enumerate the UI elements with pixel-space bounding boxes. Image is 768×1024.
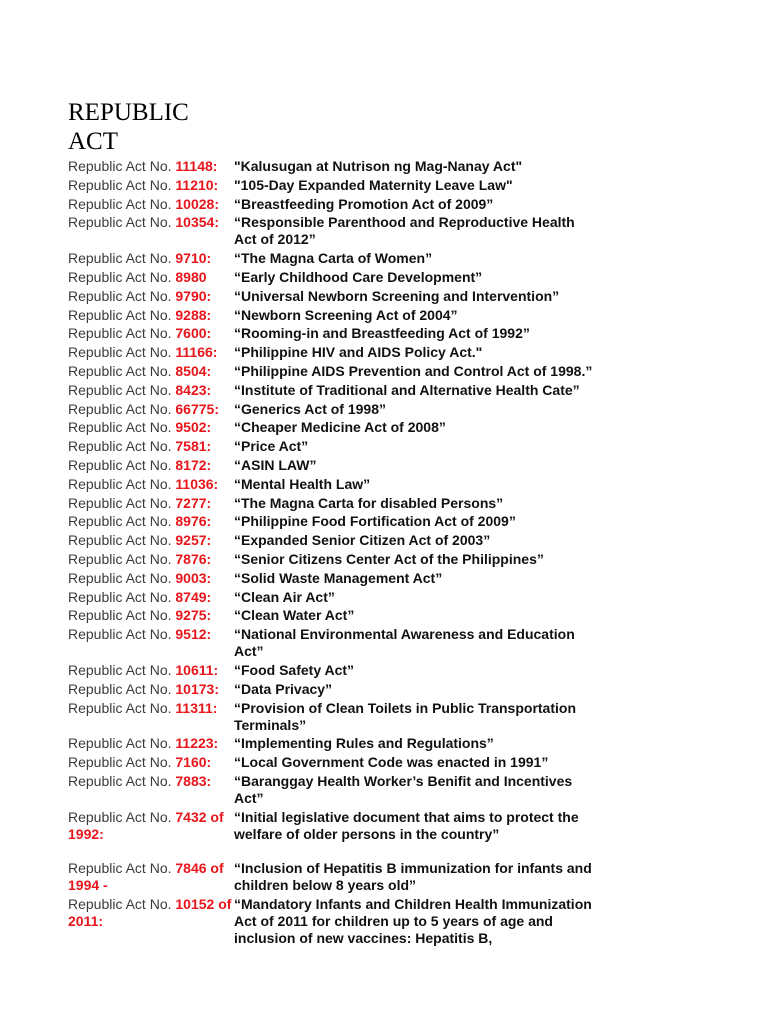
act-description: “Mental Health Law”: [234, 475, 371, 492]
act-description: “Solid Waste Management Act”: [234, 569, 443, 586]
act-prefix: Republic Act No.: [68, 550, 176, 567]
act-number: 10152 of 2011:: [68, 895, 232, 929]
act-number: 9502:: [175, 419, 212, 436]
act-label: [68, 476, 234, 493]
act-prefix: Republic Act No.: [68, 214, 176, 231]
act-prefix: Republic Act No.: [68, 287, 176, 304]
act-prefix: Republic Act No.: [68, 588, 176, 605]
act-description: “Rooming-in and Breastfeeding Act of 1992”: [234, 325, 530, 342]
act-number: 11210:: [175, 176, 219, 193]
act-label: [68, 495, 234, 512]
act-label: [68, 513, 234, 530]
act-description: “Philippine AIDS Prevention and Control Act of 1998.”: [234, 362, 593, 379]
act-row: [68, 401, 598, 418]
act-description: “Newborn Screening Act of 2004”: [234, 306, 458, 323]
act-prefix: Republic Act No.: [68, 808, 176, 825]
act-description: “Senior Citizens Center Act of the Philippines”: [234, 550, 544, 567]
act-label: [68, 896, 234, 947]
act-prefix: Republic Act No.: [68, 475, 176, 492]
act-label: [68, 457, 234, 474]
act-number: 8172:: [175, 456, 212, 473]
act-prefix: Republic Act No.: [68, 494, 176, 511]
act-number: 7876:: [175, 550, 212, 567]
act-row: [68, 438, 598, 455]
act-row: [68, 551, 598, 568]
act-number: 7432 of 1992:: [68, 808, 224, 842]
act-description: “Mandatory Infants and Children Health Immunization Act of 2011 for children up to 5 years of age and inclusion of new vaccines: Hepatitis B,: [234, 895, 592, 946]
act-prefix: Republic Act No.: [68, 456, 176, 473]
act-description: “Baranggay Health Worker’s Benifit and Incentives Act”: [234, 772, 573, 806]
act-label: [68, 754, 234, 771]
act-prefix: Republic Act No.: [68, 532, 176, 549]
act-number: 10611:: [175, 661, 219, 678]
act-row: [68, 363, 598, 380]
act-prefix: Republic Act No.: [68, 859, 176, 876]
acts-list: [68, 158, 598, 948]
act-number: 9275:: [175, 607, 212, 624]
act-number: 8976:: [175, 513, 212, 530]
act-label: [68, 196, 234, 213]
act-number: 11166:: [175, 344, 218, 361]
act-description: “Philippine Food Fortification Act of 2009”: [234, 513, 516, 530]
act-row: [68, 662, 598, 679]
act-description: “The Magna Carta for disabled Persons”: [234, 494, 504, 511]
act-prefix: Republic Act No.: [68, 735, 176, 752]
act-description: “Local Government Code was enacted in 1991”: [234, 754, 549, 771]
act-description: “ASIN LAW”: [234, 456, 317, 473]
act-number: 10354:: [175, 214, 219, 231]
act-number: 7277:: [175, 494, 212, 511]
act-label: [68, 269, 234, 286]
act-prefix: Republic Act No.: [68, 661, 176, 678]
act-prefix: Republic Act No.: [68, 362, 176, 379]
act-row: [68, 250, 598, 267]
act-label: [68, 809, 234, 843]
page-title: [68, 98, 189, 156]
act-number: 7600:: [175, 325, 212, 342]
act-prefix: Republic Act No.: [68, 513, 176, 530]
act-description: “Philippine HIV and AIDS Policy Act.": [234, 344, 483, 361]
act-description: “Inclusion of Hepatitis B immunization for infants and children below 8 years old”: [234, 859, 592, 893]
act-number: 11223:: [175, 735, 219, 752]
act-description: “Food Safety Act”: [234, 661, 355, 678]
act-row: [68, 773, 598, 807]
act-number: 8423:: [175, 381, 212, 398]
act-label: [68, 250, 234, 267]
act-row: [68, 754, 598, 771]
act-number: 7581:: [175, 438, 212, 455]
act-prefix: Republic Act No.: [68, 176, 176, 193]
act-number: 8749:: [175, 588, 212, 605]
act-label: [68, 325, 234, 342]
act-label: [68, 681, 234, 698]
act-number: 7883:: [175, 772, 212, 789]
act-prefix: Republic Act No.: [68, 895, 176, 912]
act-description: “The Magna Carta of Women”: [234, 250, 433, 267]
title-line: REPUBLIC: [68, 99, 189, 126]
act-row: [68, 476, 598, 493]
act-row: [68, 214, 598, 248]
act-row: [68, 158, 598, 175]
act-row: [68, 495, 598, 512]
act-number: 66775:: [175, 400, 219, 417]
act-row: [68, 589, 598, 606]
act-description: “National Environmental Awareness and Education Act”: [234, 626, 575, 660]
act-description: “Provision of Clean Toilets in Public Transportation Terminals”: [234, 699, 577, 733]
act-number: 9790:: [175, 287, 212, 304]
act-row: [68, 307, 598, 324]
act-row: [68, 419, 598, 436]
act-number: 7846 of 1994 -: [68, 859, 224, 893]
act-number: 7160:: [175, 754, 212, 771]
act-number: 9710:: [175, 250, 212, 267]
act-number: 11148:: [175, 158, 218, 174]
act-row: [68, 288, 598, 305]
act-description: “Price Act”: [234, 438, 309, 455]
act-number: 9512:: [175, 626, 212, 643]
act-label: [68, 401, 234, 418]
act-description: “Clean Air Act”: [234, 588, 335, 605]
act-number: 10028:: [175, 195, 219, 212]
act-row: [68, 809, 598, 843]
act-description: “Data Privacy”: [234, 680, 333, 697]
act-label: [68, 589, 234, 606]
act-prefix: Republic Act No.: [68, 325, 176, 342]
act-number: 11311:: [175, 699, 218, 716]
act-number: 9288:: [175, 306, 212, 323]
act-row: [68, 344, 598, 361]
act-prefix: Republic Act No.: [68, 772, 176, 789]
act-description: “Generics Act of 1998”: [234, 400, 386, 417]
act-row: [68, 457, 598, 474]
act-row: [68, 325, 598, 342]
act-label: [68, 662, 234, 679]
act-prefix: Republic Act No.: [68, 268, 176, 285]
act-row: [68, 860, 598, 894]
act-label: [68, 438, 234, 455]
act-row: [68, 570, 598, 587]
act-row: [68, 513, 598, 530]
act-label: [68, 735, 234, 752]
act-prefix: Republic Act No.: [68, 344, 176, 361]
act-row: [68, 269, 598, 286]
act-prefix: Republic Act No.: [68, 400, 176, 417]
act-description: “Clean Water Act”: [234, 607, 355, 624]
act-label: [68, 382, 234, 399]
act-prefix: Republic Act No.: [68, 195, 176, 212]
act-label: [68, 700, 234, 734]
act-row: [68, 382, 598, 399]
act-prefix: Republic Act No.: [68, 158, 176, 174]
act-label: [68, 626, 234, 660]
act-description: “Early Childhood Care Development”: [234, 268, 483, 285]
act-label: [68, 551, 234, 568]
act-prefix: Republic Act No.: [68, 680, 176, 697]
act-prefix: Republic Act No.: [68, 250, 176, 267]
act-prefix: Republic Act No.: [68, 419, 176, 436]
act-prefix: Republic Act No.: [68, 569, 176, 586]
act-row: [68, 196, 598, 213]
act-number: 9003:: [175, 569, 212, 586]
act-number: 8504:: [175, 362, 212, 379]
act-label: [68, 570, 234, 587]
title-line: ACT: [68, 128, 118, 155]
act-description: “Implementing Rules and Regulations”: [234, 735, 494, 752]
act-description: “Expanded Senior Citizen Act of 2003”: [234, 532, 491, 549]
act-prefix: Republic Act No.: [68, 438, 176, 455]
act-prefix: Republic Act No.: [68, 626, 176, 643]
act-number: 10173:: [175, 680, 219, 697]
act-prefix: Republic Act No.: [68, 754, 176, 771]
act-label: [68, 158, 234, 175]
act-prefix: Republic Act No.: [68, 306, 176, 323]
act-description: “Initial legislative document that aims to protect the welfare of older persons in the country”: [234, 808, 579, 842]
act-description: "105-Day Expanded Maternity Leave Law": [234, 176, 513, 193]
act-row: [68, 626, 598, 660]
act-row: [68, 681, 598, 698]
act-row: [68, 735, 598, 752]
act-number: 8980: [175, 268, 207, 285]
act-description: “Institute of Traditional and Alternative Health Cate”: [234, 381, 580, 398]
act-prefix: Republic Act No.: [68, 607, 176, 624]
act-row: [68, 532, 598, 549]
act-label: [68, 288, 234, 305]
act-label: [68, 607, 234, 624]
act-label: [68, 532, 234, 549]
act-description: “Responsible Parenthood and Reproductive Health Act of 2012”: [234, 214, 575, 248]
act-label: [68, 214, 234, 248]
act-number: 9257:: [175, 532, 212, 549]
act-row: [68, 700, 598, 734]
act-label: [68, 860, 234, 894]
act-row: [68, 896, 598, 947]
act-description: “Cheaper Medicine Act of 2008”: [234, 419, 446, 436]
act-prefix: Republic Act No.: [68, 381, 176, 398]
act-description: "Kalusugan at Nutrison ng Mag-Nanay Act": [234, 158, 523, 174]
act-number: 11036:: [175, 475, 219, 492]
act-label: [68, 773, 234, 807]
act-label: [68, 307, 234, 324]
act-description: “Universal Newborn Screening and Intervention”: [234, 287, 560, 304]
act-label: [68, 419, 234, 436]
act-row: [68, 607, 598, 624]
act-label: [68, 363, 234, 380]
act-label: [68, 344, 234, 361]
act-label: [68, 177, 234, 194]
act-prefix: Republic Act No.: [68, 699, 176, 716]
act-description: “Breastfeeding Promotion Act of 2009”: [234, 195, 494, 212]
act-row: [68, 177, 598, 194]
